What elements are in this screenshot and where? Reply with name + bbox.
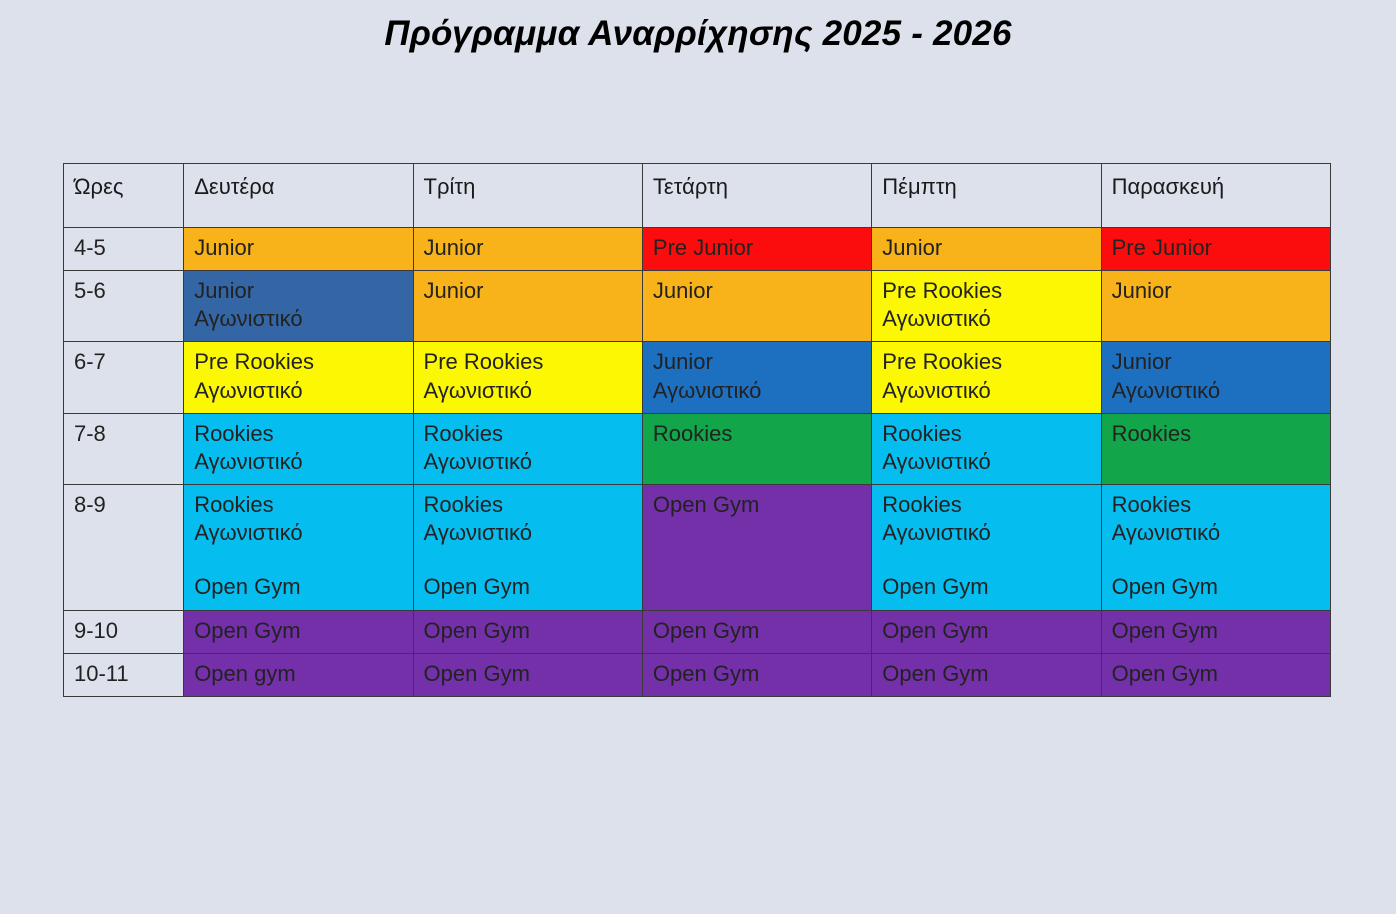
cell-line: Rookies xyxy=(194,492,274,518)
cell-line: Junior xyxy=(1111,278,1172,304)
schedule-cell xyxy=(642,271,871,342)
cell-line: Αγωνιστικό xyxy=(652,377,762,403)
table-row xyxy=(64,653,1331,696)
schedule-cell xyxy=(413,413,642,484)
cell-line: Αγωνιστικό xyxy=(423,520,533,546)
cell-line: Open Gym xyxy=(652,660,760,686)
schedule-cell xyxy=(184,610,413,653)
cell-line: Αγωνιστικό xyxy=(423,377,533,403)
schedule-cell xyxy=(1101,485,1330,610)
schedule-cell xyxy=(642,610,871,653)
cell-line: Open Gym xyxy=(423,660,530,686)
cell-line: Junior xyxy=(1111,349,1172,375)
cell-line: Rookies xyxy=(1111,492,1192,518)
header-cell-day: Τετάρτη xyxy=(642,164,871,228)
schedule-cell xyxy=(872,271,1101,342)
header-cell-day: Πέμπτη xyxy=(872,164,1101,228)
schedule-cell xyxy=(872,610,1101,653)
schedule-cell xyxy=(184,653,413,696)
cell-line: Open Gym xyxy=(1111,617,1218,643)
cell-line: Junior xyxy=(194,278,255,304)
cell-line: Open Gym xyxy=(652,492,760,518)
table-row xyxy=(64,610,1331,653)
table-row xyxy=(64,413,1331,484)
cell-line: Αγωνιστικό xyxy=(194,448,303,474)
header-cell-hours: Ώρες xyxy=(64,164,184,228)
schedule-cell xyxy=(1101,271,1330,342)
cell-line: Open Gym xyxy=(882,574,989,600)
cell-spacer xyxy=(194,547,402,573)
schedule-cell xyxy=(642,342,871,413)
cell-line: Open Gym xyxy=(1111,574,1218,600)
cell-line: Rookies xyxy=(423,420,504,446)
hours-cell: 9-10 xyxy=(64,610,184,653)
cell-line: Open Gym xyxy=(423,574,530,600)
hours-cell: 10-11 xyxy=(64,653,184,696)
schedule-cell xyxy=(184,413,413,484)
schedule-cell xyxy=(872,228,1101,271)
table-row xyxy=(64,228,1331,271)
cell-line: Αγωνιστικό xyxy=(194,520,303,546)
schedule-cell xyxy=(184,271,413,342)
cell-line: Rookies xyxy=(423,492,504,518)
schedule-cell xyxy=(872,342,1101,413)
header-cell-day: Δευτέρα xyxy=(184,164,413,228)
schedule-cell xyxy=(872,653,1101,696)
schedule-cell xyxy=(642,485,871,610)
table-header-row xyxy=(64,164,1331,228)
schedule-cell xyxy=(184,485,413,610)
cell-line: Junior xyxy=(882,235,943,260)
hours-cell: 7-8 xyxy=(64,413,184,484)
cell-line: Open Gym xyxy=(652,617,760,643)
schedule-cell xyxy=(413,342,642,413)
schedule-cell xyxy=(1101,653,1330,696)
schedule-cell xyxy=(413,610,642,653)
schedule-cell xyxy=(642,413,871,484)
cell-line: Pre Rookies xyxy=(882,278,1003,304)
hours-cell: 4-5 xyxy=(64,228,184,271)
schedule-cell xyxy=(413,485,642,610)
header-cell-day: Τρίτη xyxy=(413,164,642,228)
cell-line: Rookies xyxy=(882,420,962,446)
schedule-table xyxy=(63,163,1331,697)
schedule-cell xyxy=(413,271,642,342)
cell-line: Pre Rookies xyxy=(194,349,315,375)
schedule-table-wrapper xyxy=(63,163,1331,697)
cell-line: Junior xyxy=(423,278,484,304)
header-cell-day: Παρασκευή xyxy=(1101,164,1330,228)
cell-line: Open gym xyxy=(194,660,296,686)
schedule-cell xyxy=(184,342,413,413)
cell-line: Αγωνιστικό xyxy=(1111,377,1221,403)
cell-line: Open Gym xyxy=(194,574,301,600)
table-row xyxy=(64,342,1331,413)
table-row xyxy=(64,485,1331,610)
cell-line: Open Gym xyxy=(882,660,989,686)
cell-line: Αγωνιστικό xyxy=(423,448,533,474)
cell-line: Αγωνιστικό xyxy=(194,306,303,332)
cell-line: Rookies xyxy=(194,420,274,446)
cell-line: Rookies xyxy=(1111,420,1192,446)
schedule-cell xyxy=(1101,228,1330,271)
cell-line: Open Gym xyxy=(194,617,301,643)
cell-line: Αγωνιστικό xyxy=(882,306,991,332)
cell-spacer xyxy=(1112,547,1320,573)
page-title: Πρόγραμμα Αναρρίχησης 2025 - 2026 xyxy=(384,14,1012,53)
cell-line: Junior xyxy=(194,235,255,260)
hours-cell: 5-6 xyxy=(64,271,184,342)
schedule-cell xyxy=(1101,610,1330,653)
schedule-cell xyxy=(413,653,642,696)
cell-line: Open Gym xyxy=(1111,660,1218,686)
cell-line: Αγωνιστικό xyxy=(882,520,991,546)
cell-spacer xyxy=(424,547,632,573)
schedule-cell xyxy=(642,653,871,696)
schedule-cell xyxy=(1101,342,1330,413)
cell-line: Αγωνιστικό xyxy=(1111,520,1221,546)
cell-line: Junior xyxy=(652,349,713,375)
cell-line: Αγωνιστικό xyxy=(882,377,991,403)
table-row xyxy=(64,271,1331,342)
cell-line: Rookies xyxy=(882,492,962,518)
cell-line: Αγωνιστικό xyxy=(882,448,991,474)
cell-line: Junior xyxy=(423,235,484,260)
cell-line: Rookies xyxy=(652,420,733,446)
schedule-cell xyxy=(872,485,1101,610)
cell-line: Junior xyxy=(652,278,713,304)
schedule-cell xyxy=(872,413,1101,484)
cell-line: Pre Rookies xyxy=(882,349,1003,375)
cell-line: Pre Rookies xyxy=(423,349,544,375)
schedule-cell xyxy=(413,228,642,271)
schedule-cell xyxy=(642,228,871,271)
hours-cell: 6-7 xyxy=(64,342,184,413)
cell-line: Pre Junior xyxy=(652,235,754,260)
schedule-cell xyxy=(1101,413,1330,484)
hours-cell: 8-9 xyxy=(64,485,184,610)
cell-line: Pre Junior xyxy=(1111,235,1212,260)
cell-line: Open Gym xyxy=(423,617,530,643)
cell-line: Αγωνιστικό xyxy=(194,377,303,403)
schedule-cell xyxy=(184,228,413,271)
cell-spacer xyxy=(882,547,1090,573)
cell-line: Open Gym xyxy=(882,617,989,643)
